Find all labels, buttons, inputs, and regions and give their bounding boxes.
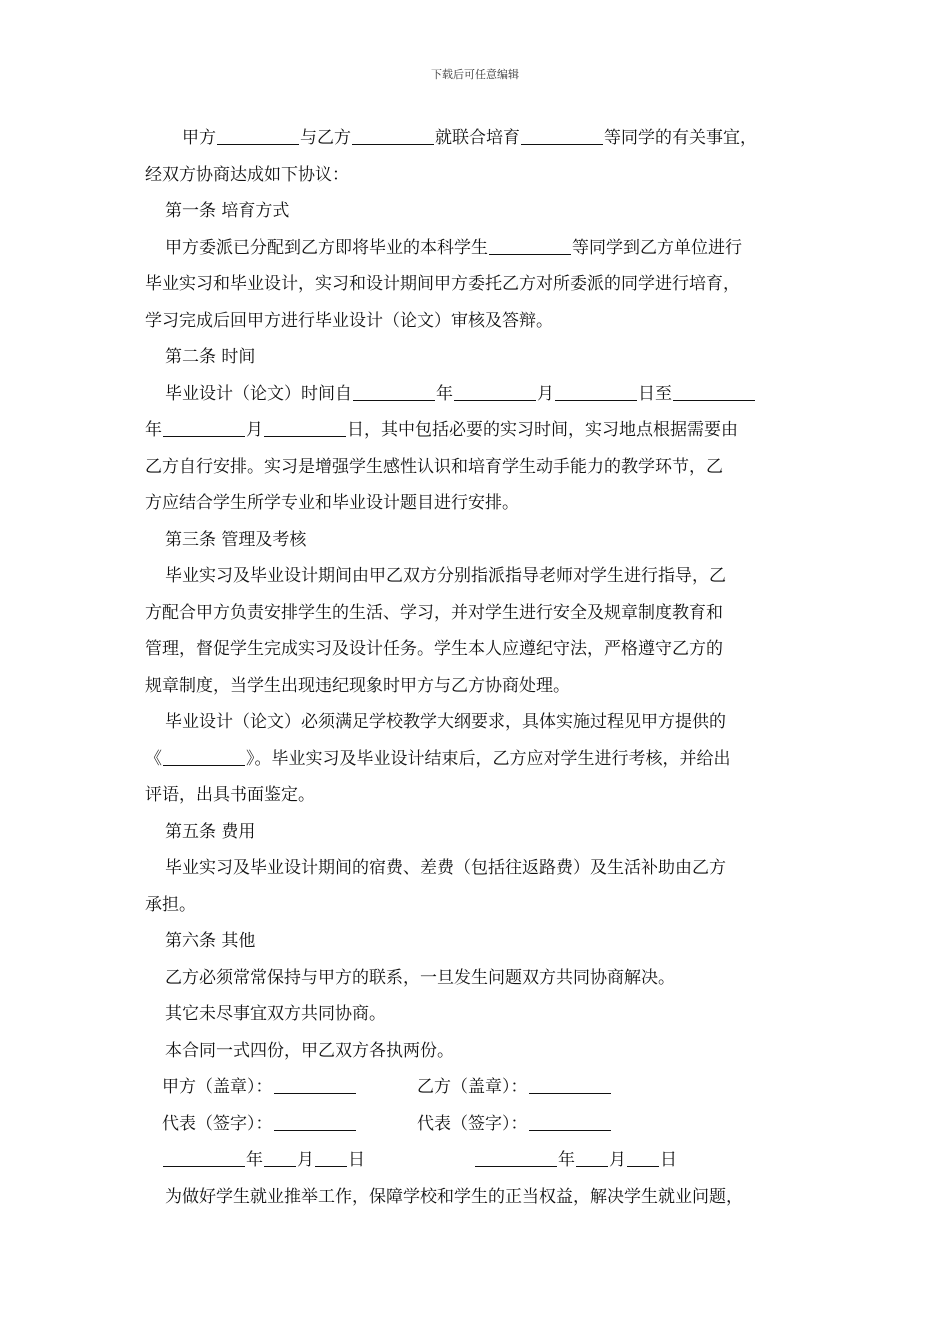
end-month-blank[interactable] <box>163 418 245 437</box>
document-title-blank[interactable] <box>163 747 245 766</box>
representative-row <box>145 1106 820 1143</box>
article-1-title: 第一条 培育方式 <box>165 201 290 221</box>
text-span: 等同学到乙方单位进行 <box>572 237 742 258</box>
text-span: 月 <box>246 420 263 440</box>
article-5-line-2: 承担。 <box>145 894 196 915</box>
text-span: 》。毕业实习及毕业设计结束后，乙方应对学生进行考核，并给出 <box>246 748 731 769</box>
party-b-representative <box>417 1106 672 1143</box>
article-3-line-2: 方配合甲方负责安排学生的生活、学习，并对学生进行安全及规章制度教育和 <box>145 602 723 623</box>
text-span: 乙方（盖章）： <box>417 1077 528 1097</box>
party-a-date <box>145 1142 474 1179</box>
article-3-line-5: 毕业设计（论文）必须满足学校教学大纲要求，具体实施过程见甲方提供的 <box>165 712 726 732</box>
article-3-line-1: 毕业实习及毕业设计期间由甲乙双方分别指派指导老师对学生进行指导，乙 <box>165 566 726 586</box>
contract-body <box>145 120 820 1215</box>
party-b-year-blank[interactable] <box>475 1148 557 1167</box>
article-5-line-1: 毕业实习及毕业设计期间的宿费、差费（包括往返路费）及生活补助由乙方 <box>165 858 726 878</box>
text-span: 月 <box>297 1150 314 1170</box>
text-span: 日，其中包括必要的实习时间，实习地点根据需要由 <box>347 420 738 440</box>
text-span: 甲方委派已分配到乙方即将毕业的本科学生 <box>165 237 488 258</box>
party-b-day-blank[interactable] <box>627 1148 659 1167</box>
text-span: 甲方（盖章）： <box>162 1077 273 1097</box>
party-a-seal-blank[interactable] <box>274 1075 356 1094</box>
intro-line-1 <box>145 120 820 157</box>
party-b-date <box>474 1142 774 1179</box>
article-2-line-4: 方应结合学生所学专业和毕业设计题目进行安排。 <box>145 493 519 513</box>
article-2-line-2 <box>145 412 820 449</box>
article-6-line-2: 其它未尽事宜双方共同协商。 <box>165 1004 386 1024</box>
start-year-blank[interactable] <box>353 382 435 401</box>
text-span: 年 <box>558 1150 575 1170</box>
party-b-month-blank[interactable] <box>576 1148 608 1167</box>
text-span: 日 <box>348 1150 365 1170</box>
article-2-line-3: 乙方自行安排。实习是增强学生感性认识和培育学生动手能力的教学环节，乙 <box>145 456 723 477</box>
article-3-title: 第三条 管理及考核 <box>165 529 307 550</box>
article-3-line-6 <box>145 741 820 778</box>
text-span: 毕业设计（论文）时间自 <box>165 383 352 404</box>
article-3-line-7: 评语，出具书面鉴定。 <box>145 785 315 805</box>
text-span: 年 <box>145 420 162 440</box>
student-name-blank[interactable] <box>489 236 571 255</box>
joint-training-label: 就联合培育 <box>435 128 520 148</box>
article-5-title: 第五条 费用 <box>165 821 256 842</box>
page-header: 下载后可任意编辑 <box>431 68 519 81</box>
text-span: 日 <box>660 1150 677 1170</box>
article-2-line-1 <box>145 376 820 413</box>
text-span: 日至 <box>638 383 672 404</box>
article-1-line-2: 毕业实习和毕业设计，实习和设计期间甲方委托乙方对所委派的同学进行培育， <box>145 274 740 294</box>
article-6-line-1: 乙方必须常常保持与甲方的联系，一旦发生问题双方共同协商解决。 <box>165 967 675 988</box>
tail-line-1: 为做好学生就业推举工作，保障学校和学生的正当权益，解决学生就业问题， <box>165 1186 743 1207</box>
party-b-label: 与乙方 <box>300 128 351 148</box>
date-row <box>145 1142 820 1179</box>
end-year-blank[interactable] <box>673 382 755 401</box>
intro-tail: 等同学的有关事宜， <box>604 128 757 148</box>
article-2-title: 第二条 时间 <box>165 347 256 367</box>
start-day-blank[interactable] <box>555 382 637 401</box>
party-a-blank[interactable] <box>217 126 299 145</box>
article-3-line-4: 规章制度，当学生出现违纪现象时甲方与乙方协商处理。 <box>145 675 570 696</box>
text-span: 代表（签字）： <box>417 1113 528 1134</box>
text-span: 月 <box>537 383 554 404</box>
students-blank[interactable] <box>521 126 603 145</box>
article-6-line-3: 本合同一式四份，甲乙双方各执两份。 <box>165 1040 454 1061</box>
text-span: 代表（签字）： <box>162 1113 273 1134</box>
intro-line-2: 经双方协商达成如下协议： <box>145 164 349 185</box>
party-b-seal-blank[interactable] <box>529 1075 611 1094</box>
party-b-seal <box>417 1069 672 1106</box>
party-a-rep-blank[interactable] <box>274 1112 356 1131</box>
text-span: 月 <box>609 1150 626 1170</box>
start-month-blank[interactable] <box>454 382 536 401</box>
party-a-representative <box>145 1106 417 1143</box>
party-a-year-blank[interactable] <box>163 1148 245 1167</box>
article-6-title: 第六条 其他 <box>165 931 256 951</box>
party-a-day-blank[interactable] <box>315 1148 347 1167</box>
end-day-blank[interactable] <box>264 418 346 437</box>
article-1-line-1 <box>145 230 820 267</box>
party-a-month-blank[interactable] <box>264 1148 296 1167</box>
article-1-line-3: 学习完成后回甲方进行毕业设计（论文）审核及答辩。 <box>145 310 553 331</box>
article-3-line-3: 管理，督促学生完成实习及设计任务。学生本人应遵纪守法，严格遵守乙方的 <box>145 639 723 659</box>
text-span: 年 <box>436 383 453 404</box>
text-span: 年 <box>246 1150 263 1170</box>
seal-row <box>145 1069 820 1106</box>
text-span: 《 <box>145 748 162 769</box>
party-b-blank[interactable] <box>352 126 434 145</box>
party-a-label: 甲方 <box>182 128 216 148</box>
party-a-seal <box>145 1069 417 1106</box>
party-b-rep-blank[interactable] <box>529 1112 611 1131</box>
